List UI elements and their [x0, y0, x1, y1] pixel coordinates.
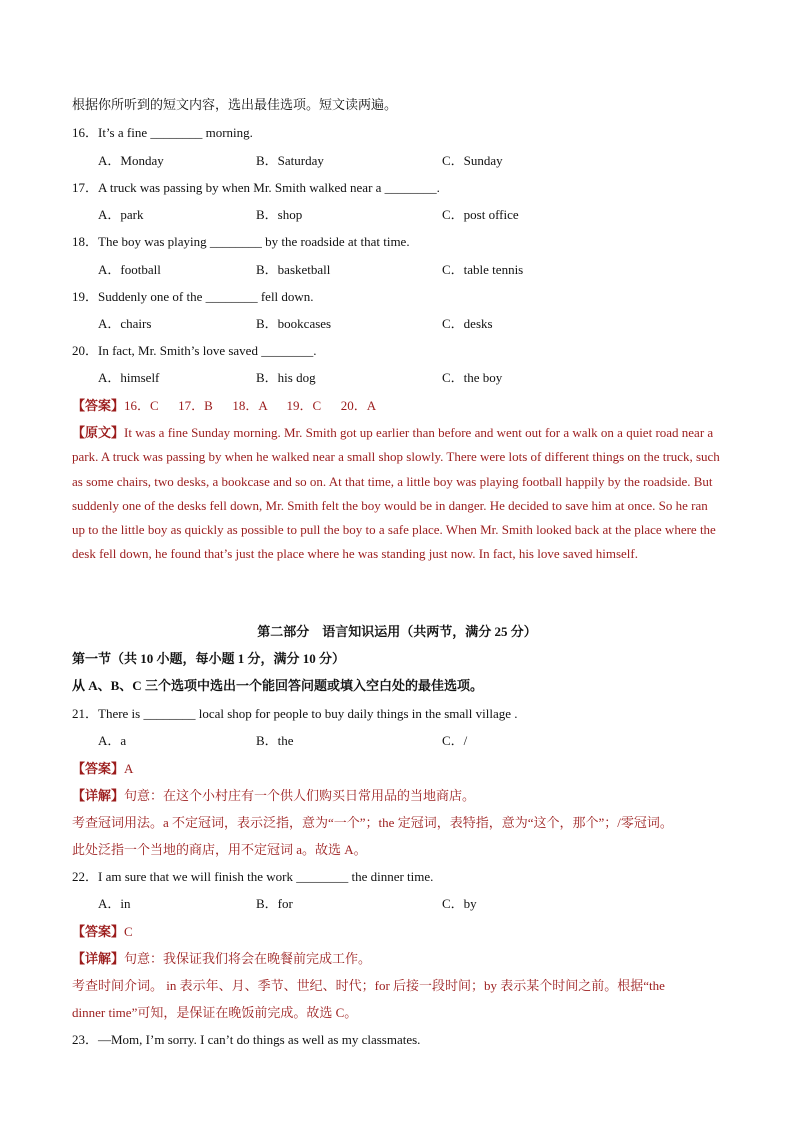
question-23-stem: 23．—Mom, I’m sorry. I can’t do things as well as my classmates.	[72, 1032, 421, 1047]
section-1-title: 第一节（共 10 小题，每小题 1 分，满分 10 分）	[72, 651, 346, 666]
question-20-option-c: C．the boy	[442, 370, 503, 385]
detail-text: 句意：在这个小村庄有一个供人们购买日常用品的当地商店。	[124, 788, 476, 803]
question-17-option-c: C．post office	[442, 207, 519, 222]
detail-21-line-3: 此处泛指一个当地的商店，用不定冠词 a。故选 A。	[72, 842, 367, 857]
question-19-stem: 19．Suddenly one of the ________ fell down.	[72, 289, 314, 304]
part-2-title: 第二部分 语言知识运用（共两节，满分 25 分）	[257, 624, 537, 639]
transcript-label: 【原文】	[72, 425, 125, 440]
transcript-paragraph	[72, 421, 724, 567]
question-20-option-a: A．himself	[98, 370, 160, 385]
detail-22-line-2: 考查时间介词。 in 表示年、月、季节、世纪、时代；for 后接一段时间；by 表示某个时间之前。根据“the	[72, 978, 665, 993]
question-21-option-b: B．the	[256, 733, 294, 748]
question-16-stem: 16．It’s a fine ________ morning.	[72, 125, 253, 140]
question-18-option-c: C．table tennis	[442, 262, 524, 277]
question-18-option-a: A．football	[98, 262, 161, 277]
question-22-option-c: C．by	[442, 896, 477, 911]
question-22-stem: 22．I am sure that we will finish the work ________ the dinner time.	[72, 869, 434, 884]
question-19-option-b: B．bookcases	[256, 316, 332, 331]
detail-22-line-1	[72, 950, 722, 968]
detail-21-line-2: 考查冠词用法。a 不定冠词，表示泛指，意为“一个”；the 定冠词，表特指，意为“这个，那个”；/零冠词。	[72, 815, 673, 830]
question-20-option-b: B．his dog	[256, 370, 316, 385]
answer-22	[72, 923, 722, 941]
question-17-stem: 17．A truck was passing by when Mr. Smith walked near a ________.	[72, 180, 440, 195]
answer-value: A	[124, 761, 134, 776]
detail-text: 句意：我保证我们将会在晚餐前完成工作。	[124, 951, 372, 966]
question-17-option-a: A．park	[98, 207, 144, 222]
transcript-text: It was a fine Sunday morning. Mr. Smith got up earlier than before and went out for a walk on a quiet road near a park. A truck was passing by when he walked near a small shop slowly. There were lots of different things on the truck, such as some chairs, two desks, a bookcase and so on. At that time, a little boy was playing football happily by the roadside. But suddenly one of the desks fell down, Mr. Smith felt the boy would be in danger. He decided to save him at once. So he ran up to the little boy as quickly as possible to pull the boy to a safe place. When Mr. Smith looked back at the place where the desk fell down, he found that’s just the place where he was standing just now. In fact, his love saved himself.	[72, 425, 720, 562]
question-21-stem: 21．There is ________ local shop for people to buy daily things in the small village .	[72, 706, 518, 721]
answer-value: C	[124, 924, 133, 939]
question-16-option-a: A．Monday	[98, 153, 164, 168]
question-16-option-c: C．Sunday	[442, 153, 503, 168]
question-16-option-b: B．Saturday	[256, 153, 324, 168]
question-18-stem: 18．The boy was playing ________ by the roadside at that time.	[72, 234, 410, 249]
question-19-option-a: A．chairs	[98, 316, 152, 331]
question-18-option-b: B．basketball	[256, 262, 331, 277]
question-22-option-b: B．for	[256, 896, 293, 911]
question-21-option-a: A．a	[98, 733, 127, 748]
detail-21-line-1	[72, 787, 722, 805]
answer-label: 【答案】	[72, 398, 125, 413]
detail-label: 【详解】	[72, 788, 125, 803]
answer-label: 【答案】	[72, 761, 125, 776]
question-19-option-c: C．desks	[442, 316, 493, 331]
detail-label: 【详解】	[72, 951, 125, 966]
section-instruction: 根据你所听到的短文内容，选出最佳选项。短文读两遍。	[72, 97, 398, 112]
question-20-stem: 20．In fact, Mr. Smith’s love saved ________.	[72, 343, 317, 358]
answer-values: 16．C 17．B 18．A 19．C 20．A	[124, 398, 377, 413]
answer-label: 【答案】	[72, 924, 125, 939]
question-21-option-c: C．/	[442, 733, 468, 748]
section-1-instruction: 从 A、B、C 三个选项中选出一个能回答问题或填入空白处的最佳选项。	[72, 678, 483, 693]
question-22-option-a: A．in	[98, 896, 131, 911]
detail-22-line-3: dinner time”可知，是保证在晚饭前完成。故选 C。	[72, 1005, 358, 1020]
answer-key-16-20	[72, 397, 722, 415]
question-17-option-b: B．shop	[256, 207, 303, 222]
answer-21	[72, 760, 722, 778]
